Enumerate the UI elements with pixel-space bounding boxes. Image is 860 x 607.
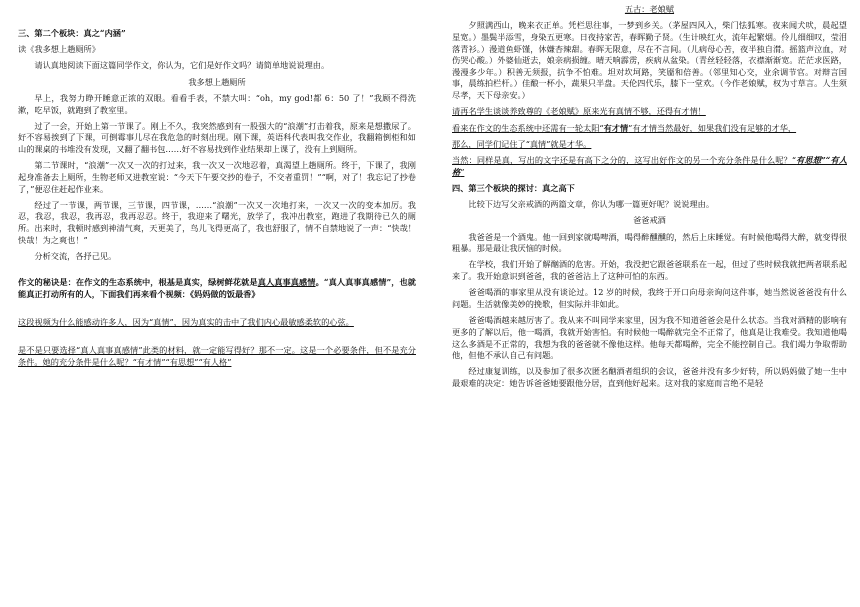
question-4-part-a: 当然：同样是真，写出的文字还是有高下之分的，这写出好作文的另一个充分条件是什么呢？“ <box>452 155 797 166</box>
writing-secret-keyphrase: 真人真事真感情 <box>257 277 316 288</box>
question-2-keyword: 有才情 <box>603 122 629 133</box>
question-4-keyword: 有思想”“有人格 <box>452 155 847 177</box>
read-line: 读《我多想上趟厕所》 <box>18 44 100 55</box>
question-4-part-c: ” <box>460 166 465 177</box>
right-column <box>452 0 847 607</box>
essay-paragraph-4: 经过了一节课，两节课，三节课，四节课，……“浪潮”一次又一次地打来，一次又一次的变本加厉。我忍，我忍，我忍，我再忍，我再忍忍。终于，我迎来了曙光，放学了，我冲出教室，跑进了我期待已久的厕所。出来时，我顿时感到神清气爽，天更美了，鸟儿飞得更高了，我也舒服了，情不自禁地说了一声：“快哉！快哉！为之爽也！” <box>18 199 416 245</box>
question-1: 请再名学生谈谈养致尊的《老娘赋》原来光有真情不够，还得有才情！ <box>452 106 706 117</box>
compare-prompt: 比较下边写父亲戒酒的两篇文章，你认为哪一篇更好呢？说说理由。 <box>468 199 715 210</box>
question-4 <box>452 155 847 178</box>
essay-paragraph-2: 过了一会，开始上第一节课了。刚上不久，我突然感到有一股强大的“浪潮”打击着我，原来是想撒尿了。好不容易挨到了下课，可倒霉事儿尽在我危急的时刻出现。刚下课，英语科代表叫我交作业，我翻箱倒柜和如山的课桌的书堆没有发现，又翻了翻书包……好不容易找到作业结果却上课了，没有上到厕所。 <box>18 120 416 155</box>
left-column <box>18 0 416 607</box>
section3-heading: 三、第二个板块：真之“内涵” <box>18 28 126 38</box>
writing-secret <box>18 277 416 300</box>
essay2-paragraph-4: 爸爸喝酒越来越厉害了。我从来不叫同学来家里，因为我不知道爸爸会是什么状态。当我对酒精的影响有更多的了解以后，他一喝酒，我就开始害怕。有时候他一喝醉就完全不正常了，他真是让我难受。我知道他喝这么多酒是不正常的，我想为我的爸爸就不像他这样。他每天都喝醉，完全不能控制自己。我们竭力争取帮助他，但他不承认自己有问题。 <box>452 315 847 361</box>
discussion-line: 分析交流，各抒己见。 <box>34 251 117 261</box>
choose-question: 是不是只要选择“真人真事真感情”此类的材料，就一定能写得好？那不一定。这是一个必要条件，但不是充分条件。她的充分条件是什么呢？“有才情”“有思想”“有人格” <box>18 345 416 367</box>
poem-text: 夕照满西山，晚来衣正单。凭栏思往事，一梦到乡关。（茅屋四风入，柴门怯狐寒。夜来闻犬吠，晨起望星宽。）墨鬓半添雪，身染五更寒。日夜持家苦，春晖勤子贤。（生计映红火，流年起繁烟。伶儿细细叹，莹泪落青衫。）漫道鱼虾馑，休嫌杏辣甜。春晖无限意，尽在不言间。（儿病母心苦，夜半独自潸。摇篮声泣血，对伤哭心酸。）外婆仙逝去，娘亲病损缠。晴天响霹雳，疾病从盆染。（青丝轻轻落，衣襟渐渐宽。茫茫求医路，漫漫多少年。）积善无须报，抗争不怕难。坦对坎坷路，笑靥和倍善。（邻里知心交，业余调节官。对辩言国事，晨练拍栏杆。）佳酿一杯小，蔬果只半盘。天伦四代乐，膝下一堂欢。（今作老娘赋，权为寸草言。人生须尽孝，天下母亲安。） <box>452 20 847 101</box>
video-question: 这段视频为什么能感动许多人，因为“真情”，因为真实的击中了我们内心最敏感柔软的心弦。 <box>18 317 354 328</box>
section4-heading: 四、第三个板块的探讨：真之高下 <box>452 182 575 193</box>
writing-secret-part1: 作文的秘诀是：在作文的生态系统中，根基是真实，绿树鲜花就是 <box>18 277 258 288</box>
writing-secret-part3: 。“真人真事真感情”，也就能真正打动所有的人，下面我们再来看个视频：《妈妈做的饭最香》 <box>18 277 416 299</box>
essay2-title: 爸爸戒酒 <box>633 215 666 226</box>
question-2-part-c: ”有才情当然最好，如果我们没有足够的才华， <box>628 122 797 133</box>
reading-prompt: 请认真地阅读下面这篇同学作文，你认为，它们是好作文吗？请简单地说说理由。 <box>34 60 330 71</box>
essay-title: 我多想上趟厕所 <box>188 76 246 87</box>
essay2-paragraph-5: 经过康复训练，以及参加了很多次匿名酗酒者组织的会议，爸爸并没有多少好转，所以妈妈做了她一生中最艰难的决定：她告诉爸爸她要跟他分居，直到他好起来。这对我的家庭而言绝不是轻 <box>452 366 847 389</box>
question-2 <box>452 123 847 135</box>
question-3: 那么，同学们记住了“真情”就是才华。 <box>452 138 592 149</box>
essay2-paragraph-1: 我爸爸是一个酒鬼。他一回到家就喝啤酒，喝得醉醺醺的，然后上床睡觉。有时候他喝得大醉，就变得很粗暴。那是最让我厌恼的时候。 <box>452 231 847 254</box>
essay2-paragraph-2: 在学校，我们开始了解酗酒的危害。开始，我没把它跟爸爸联系在一起，但过了些时候我就把两者联系起来了。我开始意识到爸爸，我的爸爸沾上了这种可怕的东西。 <box>452 259 847 282</box>
essay-paragraph-1: 早上，我努力睁开睡意正浓的双眼。看看手表，不禁大叫：“oh，my god!都 6：50 了！”我顾不得洗漱，吃早饭，就跑到了教室里。 <box>18 92 416 115</box>
essay-paragraph-3: 第二节课时，“浪潮”一次又一次的打过来，我一次又一次地忍着，真渴望上趟厕所。终于，下课了，我刚起身准备去上厕所，生物老师又进教室说：“今天下午要交抄的卷子，不交者重罚！”“啊，对了！我忘记了抄卷了，”便忍住赶起作业来。 <box>18 160 416 194</box>
poem-title: 五古：老娘赋 <box>624 4 675 14</box>
essay2-paragraph-3: 爸爸喝酒的事家里从没有谈论过。12 岁的时候，我终于开口向母亲询问这件事，她当然说爸爸没有什么问题。生活就像美妙的挽歌，但实际并非如此。 <box>452 287 847 309</box>
question-2-part-a: 看来在作文的生态系统中还需有一轮太阳“ <box>452 122 604 133</box>
